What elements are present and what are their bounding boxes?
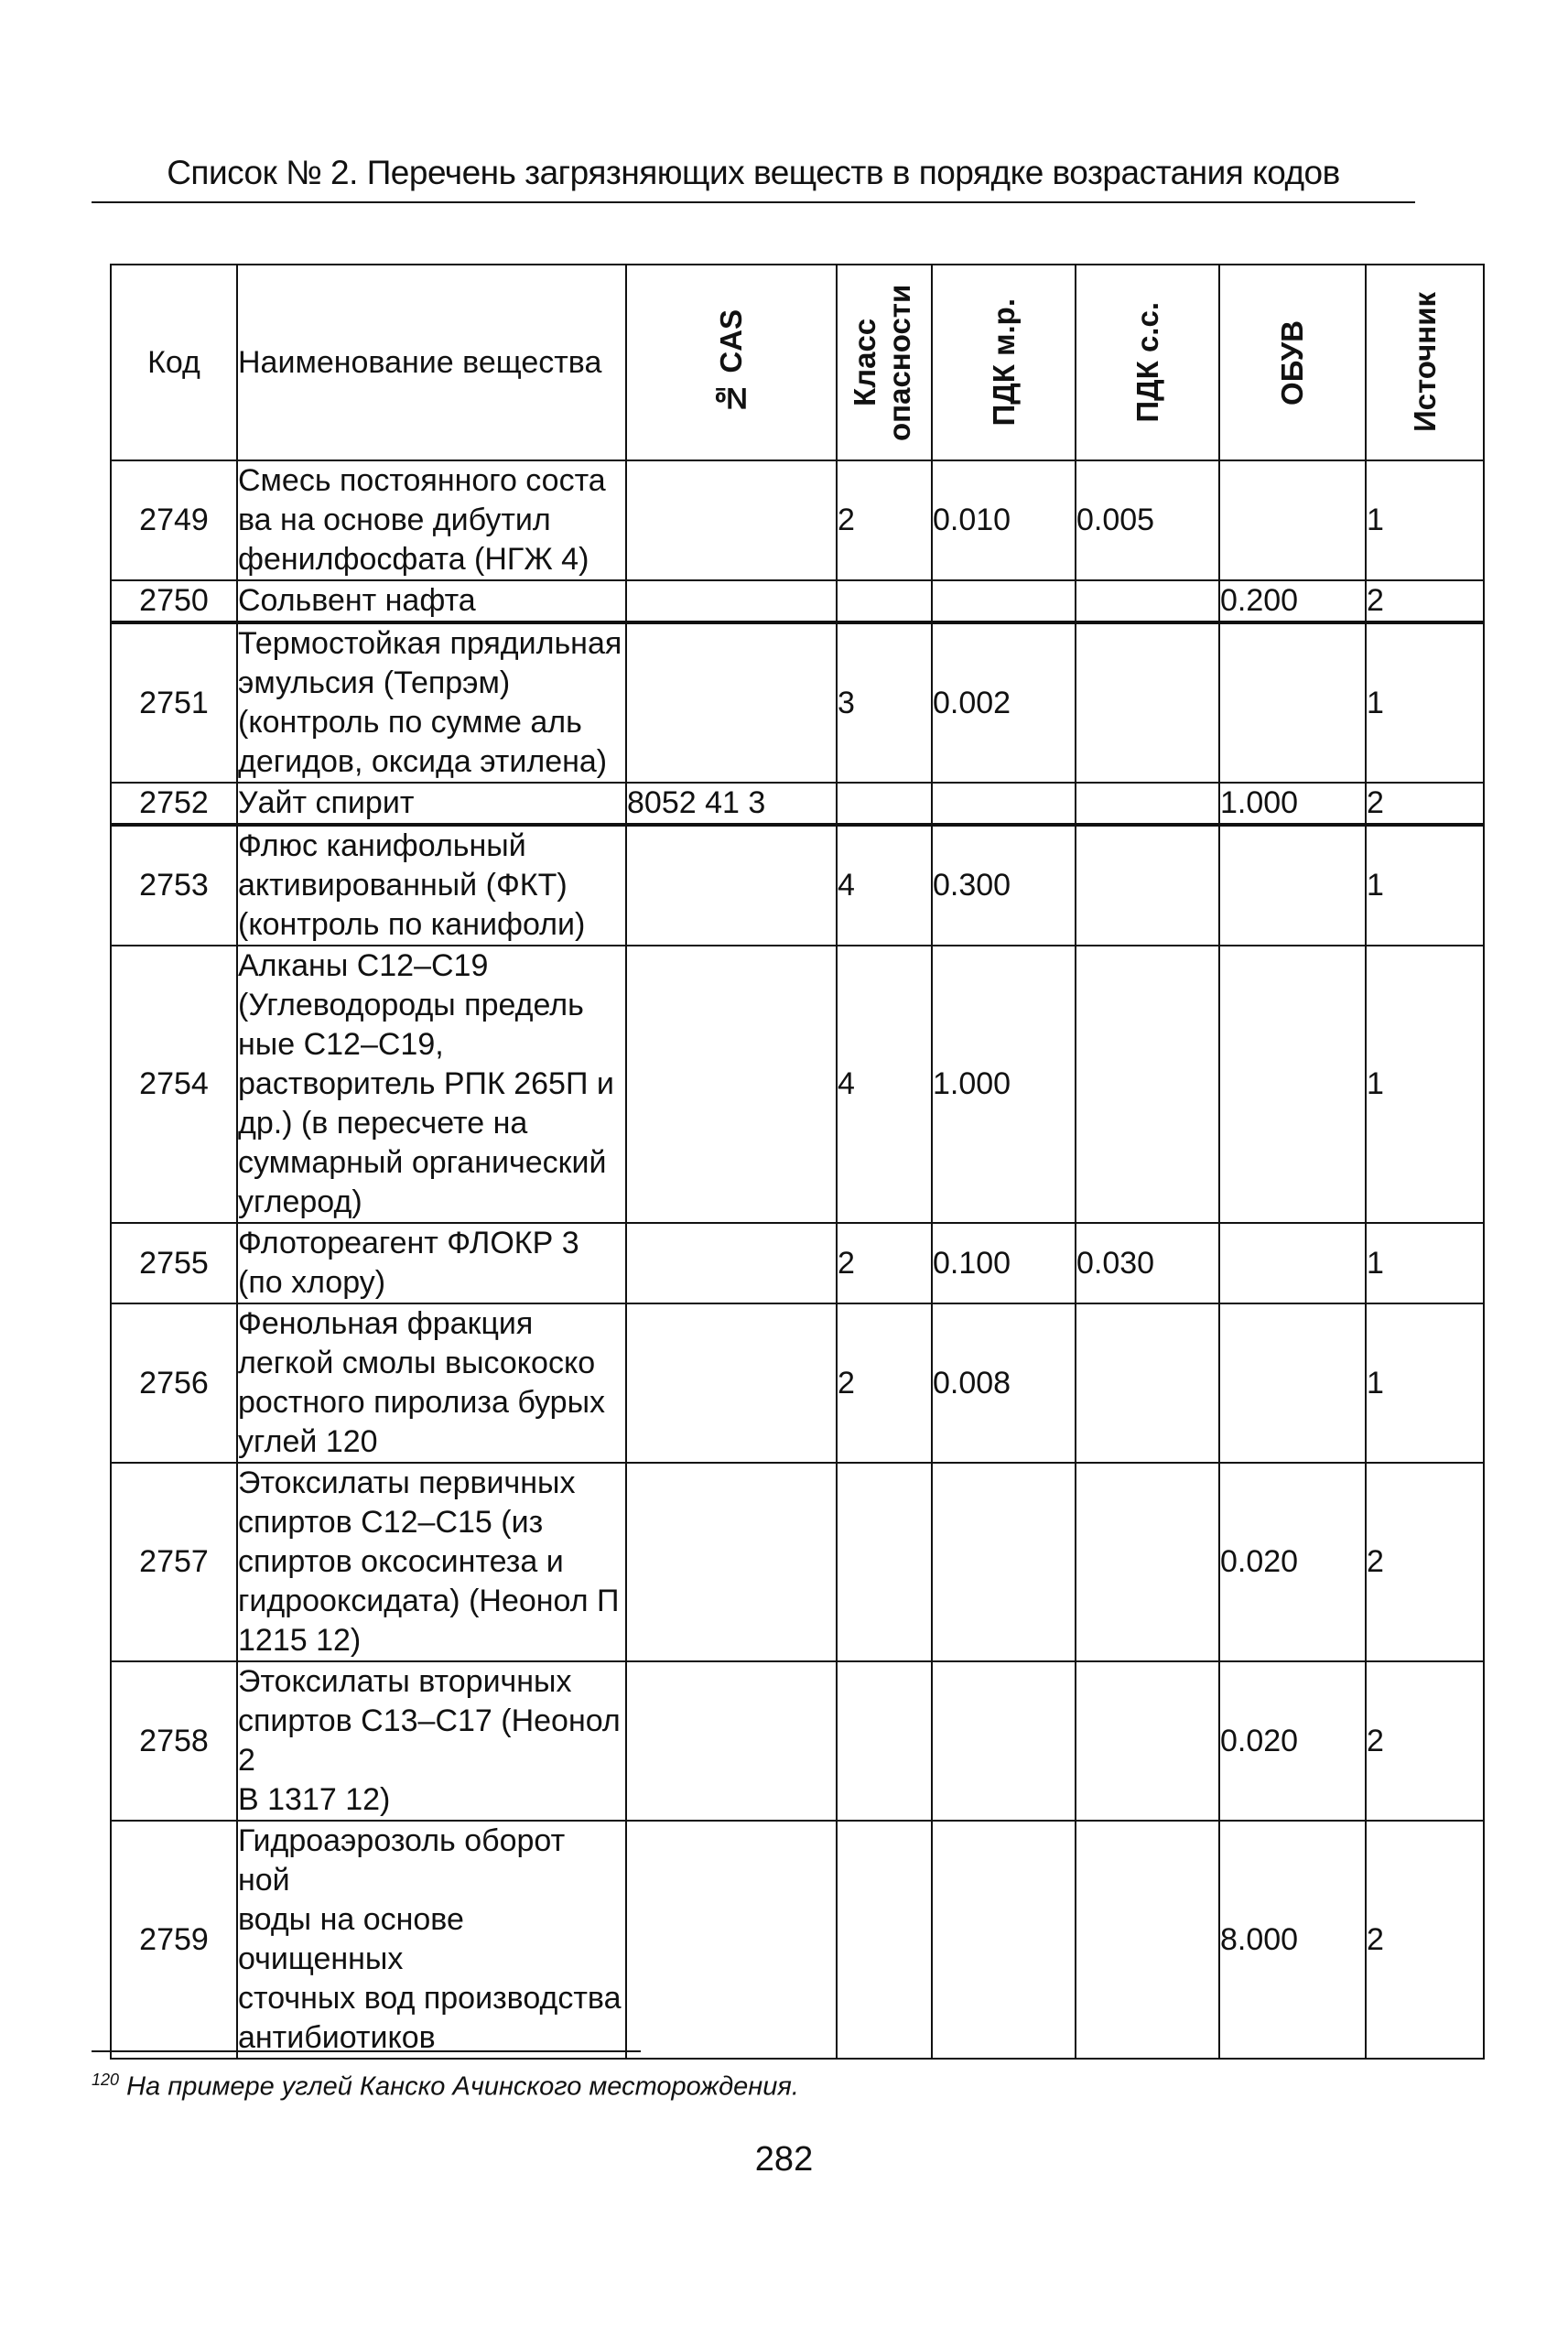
cell-pdk-mr xyxy=(932,1463,1076,1661)
cell-source: 2 xyxy=(1366,783,1484,825)
cell-hazard-class: 3 xyxy=(837,622,932,783)
cell-obuv xyxy=(1219,622,1366,783)
substances-table xyxy=(110,264,1485,2060)
name-line: спиртов C12–C15 (из xyxy=(238,1505,544,1540)
header-cas: № CAS xyxy=(626,265,837,460)
cell-pdk-mr xyxy=(932,1661,1076,1821)
cell-source: 1 xyxy=(1366,622,1484,783)
cell-hazard-class: 4 xyxy=(837,946,932,1223)
cell-code: 2751 xyxy=(111,622,237,783)
name-line: эмульсия (Тепрэм) xyxy=(238,665,511,700)
cell-pdk-mr xyxy=(932,580,1076,622)
header-source: Источник xyxy=(1366,265,1484,460)
cell-pdk-mr: 0.010 xyxy=(932,460,1076,580)
table-row xyxy=(111,825,1484,946)
header-pdk-ss: ПДК с.с. xyxy=(1076,265,1219,460)
cell-name xyxy=(237,622,626,783)
cell-code: 2759 xyxy=(111,1821,237,2059)
cell-name xyxy=(237,946,626,1223)
name-line: спиртов C13–C17 (Неонол 2 xyxy=(238,1703,621,1778)
cell-name xyxy=(237,1463,626,1661)
name-line: 1215 12) xyxy=(238,1623,362,1658)
cell-pdk-mr: 0.300 xyxy=(932,825,1076,946)
table-row xyxy=(111,460,1484,580)
name-line: В 1317 12) xyxy=(238,1782,391,1817)
cell-code: 2754 xyxy=(111,946,237,1223)
cell-cas: 8052 41 3 xyxy=(626,783,837,825)
cell-pdk-mr: 0.100 xyxy=(932,1223,1076,1303)
name-line: ва на основе дибутил xyxy=(238,503,551,537)
name-line: (контроль по канифоли) xyxy=(238,907,586,942)
cell-cas xyxy=(626,1223,837,1303)
cell-source: 1 xyxy=(1366,946,1484,1223)
cell-pdk-ss xyxy=(1076,1821,1219,2059)
cell-cas xyxy=(626,1463,837,1661)
name-line: антибиотиков xyxy=(238,2020,436,2055)
cell-hazard-class xyxy=(837,783,932,825)
header-name: Наименование вещества xyxy=(237,265,626,460)
table-row xyxy=(111,622,1484,783)
footnote-text: На примере углей Канско Ачинского месторождения. xyxy=(126,2071,799,2102)
name-line: (по хлору) xyxy=(238,1265,386,1300)
name-line: легкой смолы высокоско xyxy=(238,1346,596,1380)
cell-obuv xyxy=(1219,1223,1366,1303)
table-body xyxy=(111,460,1484,2059)
footnote xyxy=(92,2071,799,2103)
name-line: Уайт спирит xyxy=(238,785,415,820)
cell-hazard-class xyxy=(837,1821,932,2059)
cell-pdk-mr xyxy=(932,1821,1076,2059)
name-line: Этоксилаты первичных xyxy=(238,1465,576,1500)
name-line: сточных вод производства xyxy=(238,1981,622,2016)
cell-hazard-class xyxy=(837,1463,932,1661)
page-number: 282 xyxy=(754,2140,814,2179)
cell-source: 1 xyxy=(1366,1223,1484,1303)
cell-source: 1 xyxy=(1366,460,1484,580)
cell-hazard-class: 2 xyxy=(837,1223,932,1303)
table-row xyxy=(111,1223,1484,1303)
cell-name xyxy=(237,580,626,622)
name-line: ростного пиролиза бурых xyxy=(238,1385,606,1420)
table-row xyxy=(111,1821,1484,2059)
cell-source: 1 xyxy=(1366,1303,1484,1463)
cell-obuv: 0.020 xyxy=(1219,1463,1366,1661)
cell-cas xyxy=(626,460,837,580)
cell-source: 1 xyxy=(1366,825,1484,946)
name-line: активированный (ФКТ) xyxy=(238,868,568,903)
cell-name xyxy=(237,460,626,580)
cell-pdk-mr: 0.008 xyxy=(932,1303,1076,1463)
cell-pdk-ss xyxy=(1076,946,1219,1223)
header-rule xyxy=(92,201,1415,203)
name-line: гидрооксидата) (Неонол П xyxy=(238,1584,620,1618)
cell-source: 2 xyxy=(1366,580,1484,622)
cell-hazard-class xyxy=(837,580,932,622)
cell-hazard-class: 2 xyxy=(837,1303,932,1463)
table-row xyxy=(111,1303,1484,1463)
header-obuv: ОБУВ xyxy=(1219,265,1366,460)
name-line: Сольвент нафта xyxy=(238,583,476,618)
cell-obuv: 0.020 xyxy=(1219,1661,1366,1821)
name-line: (контроль по сумме аль xyxy=(238,705,582,740)
name-line: (Углеводороды предель xyxy=(238,988,584,1022)
name-line: Этоксилаты вторичных xyxy=(238,1664,572,1699)
cell-cas xyxy=(626,1303,837,1463)
name-line: углей 120 xyxy=(238,1424,378,1459)
header-hazard-class: Класс опасности xyxy=(837,265,932,460)
footnote-mark: 120 xyxy=(92,2071,120,2089)
name-line: растворитель РПК 265П и xyxy=(238,1066,614,1101)
table-header-row xyxy=(111,265,1484,460)
cell-source: 2 xyxy=(1366,1661,1484,1821)
cell-code: 2758 xyxy=(111,1661,237,1821)
cell-pdk-ss xyxy=(1076,825,1219,946)
cell-obuv: 0.200 xyxy=(1219,580,1366,622)
table-row xyxy=(111,1661,1484,1821)
cell-code: 2753 xyxy=(111,825,237,946)
cell-source: 2 xyxy=(1366,1821,1484,2059)
table-row xyxy=(111,946,1484,1223)
table-row xyxy=(111,1463,1484,1661)
name-line: суммарный органический xyxy=(238,1145,607,1180)
cell-pdk-ss: 0.005 xyxy=(1076,460,1219,580)
cell-name xyxy=(237,1821,626,2059)
cell-cas xyxy=(626,825,837,946)
cell-code: 2752 xyxy=(111,783,237,825)
name-line: Фенольная фракция xyxy=(238,1306,534,1341)
cell-obuv xyxy=(1219,946,1366,1223)
cell-code: 2756 xyxy=(111,1303,237,1463)
cell-code: 2750 xyxy=(111,580,237,622)
cell-pdk-mr: 1.000 xyxy=(932,946,1076,1223)
cell-obuv xyxy=(1219,825,1366,946)
running-head: Список № 2. Перечень загрязняющих веществ в порядке возрастания кодов xyxy=(167,154,1340,191)
cell-pdk-ss xyxy=(1076,1661,1219,1821)
cell-pdk-ss xyxy=(1076,580,1219,622)
cell-hazard-class: 4 xyxy=(837,825,932,946)
cell-hazard-class xyxy=(837,1661,932,1821)
cell-name xyxy=(237,1223,626,1303)
cell-cas xyxy=(626,946,837,1223)
footnote-rule xyxy=(92,2050,641,2052)
name-line: воды на основе очищенных xyxy=(238,1902,464,1976)
cell-obuv: 1.000 xyxy=(1219,783,1366,825)
name-line: углерод) xyxy=(238,1184,362,1219)
cell-obuv xyxy=(1219,460,1366,580)
cell-pdk-ss: 0.030 xyxy=(1076,1223,1219,1303)
name-line: Алканы C12–C19 xyxy=(238,948,489,983)
name-line: Флюс канифольный xyxy=(238,828,526,863)
header-code: Код xyxy=(111,265,237,460)
cell-source: 2 xyxy=(1366,1463,1484,1661)
cell-pdk-mr: 0.002 xyxy=(932,622,1076,783)
cell-pdk-mr xyxy=(932,783,1076,825)
name-line: Смесь постоянного соста xyxy=(238,463,606,498)
table-row xyxy=(111,580,1484,622)
cell-cas xyxy=(626,622,837,783)
name-line: фенилфосфата (НГЖ 4) xyxy=(238,542,589,577)
name-line: др.) (в пересчете на xyxy=(238,1106,528,1141)
cell-name xyxy=(237,1661,626,1821)
cell-cas xyxy=(626,1821,837,2059)
name-line: Термостойкая прядильная xyxy=(238,626,622,661)
cell-name xyxy=(237,825,626,946)
table-row xyxy=(111,783,1484,825)
name-line: Флотореагент ФЛОКР 3 xyxy=(238,1226,579,1260)
cell-pdk-ss xyxy=(1076,1303,1219,1463)
name-line: Гидроаэрозоль оборот ной xyxy=(238,1823,566,1898)
name-line: ные C12–C19, xyxy=(238,1027,444,1062)
cell-code: 2755 xyxy=(111,1223,237,1303)
cell-pdk-ss xyxy=(1076,622,1219,783)
header-pdk-mr: ПДК м.р. xyxy=(932,265,1076,460)
cell-obuv xyxy=(1219,1303,1366,1463)
cell-pdk-ss xyxy=(1076,1463,1219,1661)
cell-pdk-ss xyxy=(1076,783,1219,825)
name-line: спиртов оксосинтеза и xyxy=(238,1544,564,1579)
cell-obuv: 8.000 xyxy=(1219,1821,1366,2059)
cell-cas xyxy=(626,1661,837,1821)
cell-code: 2749 xyxy=(111,460,237,580)
cell-hazard-class: 2 xyxy=(837,460,932,580)
cell-name xyxy=(237,1303,626,1463)
cell-cas xyxy=(626,580,837,622)
cell-code: 2757 xyxy=(111,1463,237,1661)
cell-name xyxy=(237,783,626,825)
name-line: дегидов, оксида этилена) xyxy=(238,744,608,779)
